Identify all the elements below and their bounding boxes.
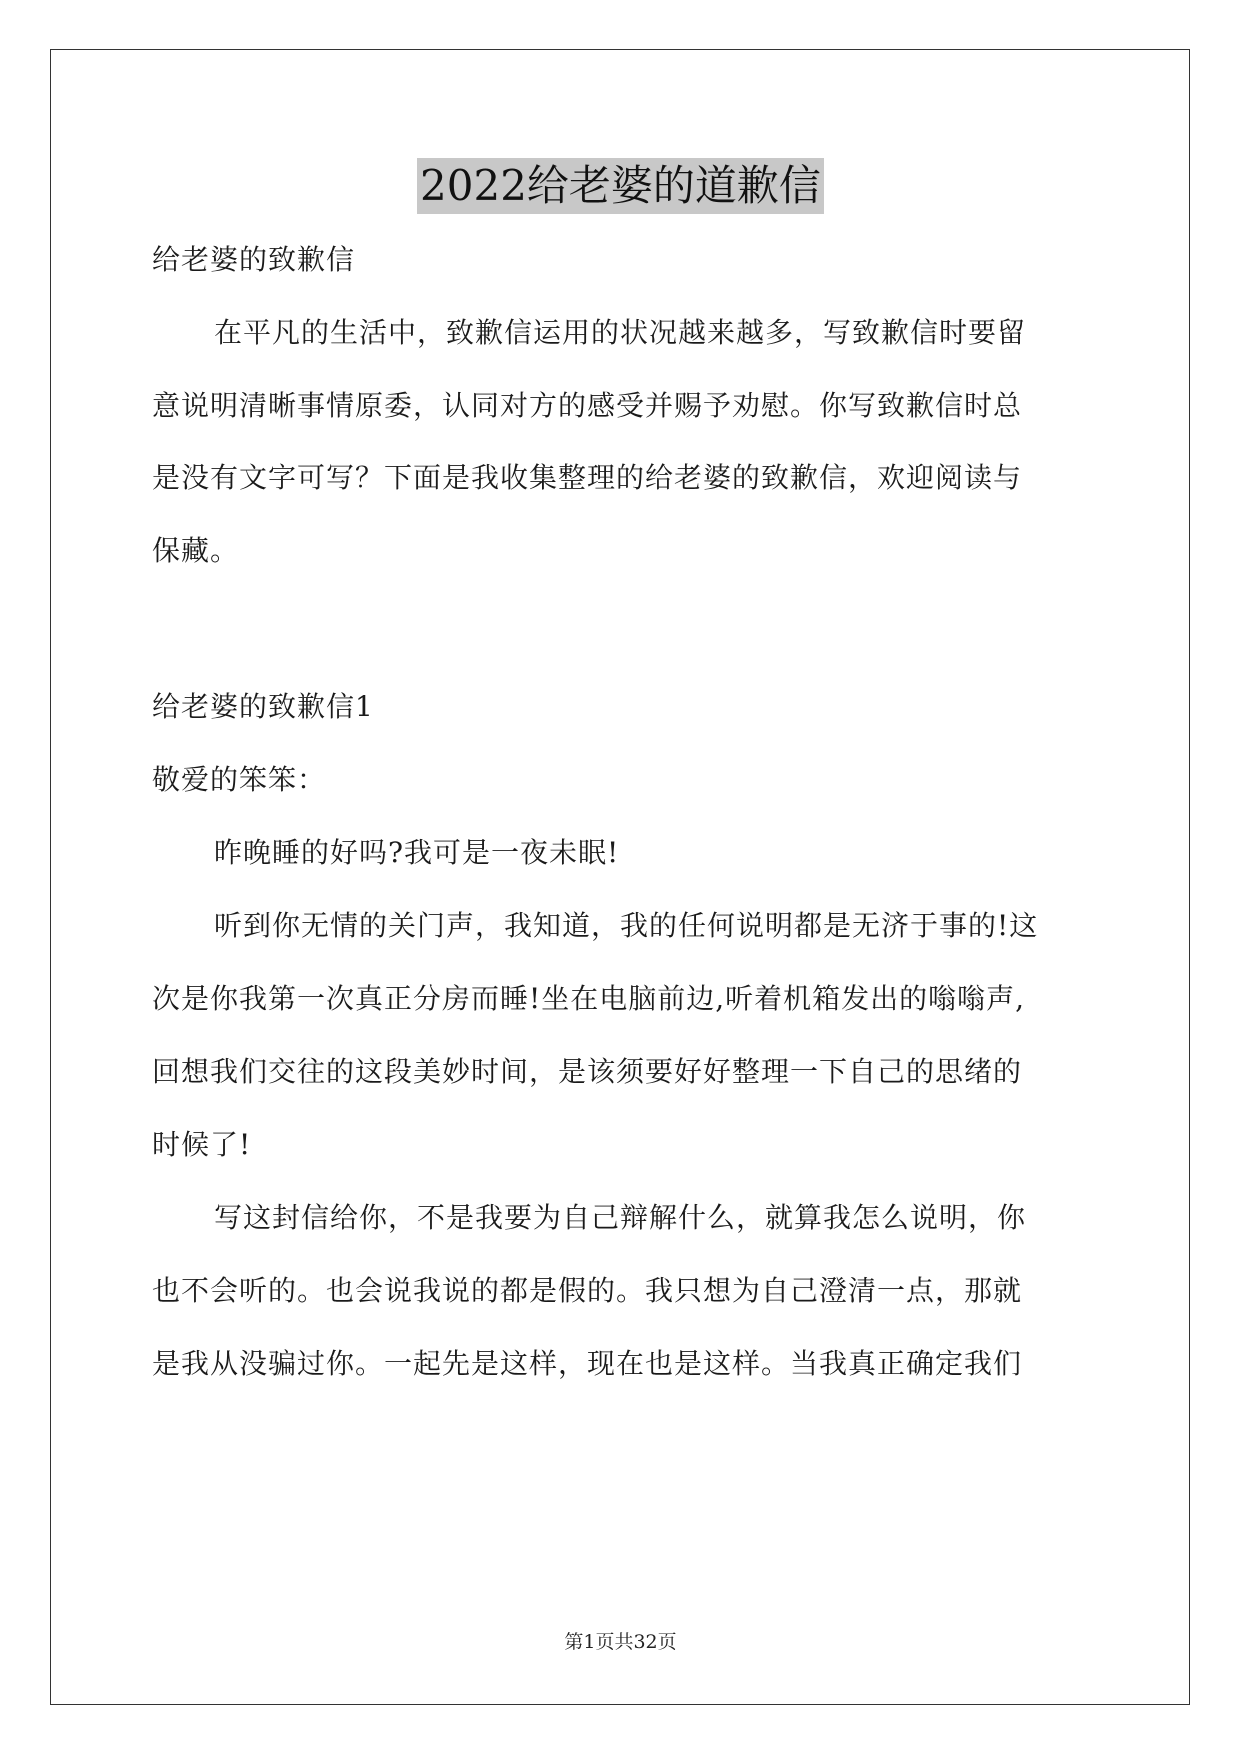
body-line: 回想我们交往的这段美妙时间，是该须要好好整理一下自己的思绪的 bbox=[152, 1055, 1023, 1088]
salutation: 敬爱的笨笨： bbox=[152, 763, 327, 796]
section-heading: 给老婆的致歉信 bbox=[152, 243, 356, 276]
page-number: 第1页 bbox=[564, 1631, 615, 1653]
body-line: 是我从没骗过你。一起先是这样，现在也是这样。当我真正确定我们 bbox=[152, 1347, 1023, 1380]
section-heading: 给老婆的致歉信1 bbox=[152, 690, 374, 723]
body-line: 保藏。 bbox=[152, 534, 240, 567]
page-total: 共32页 bbox=[614, 1631, 677, 1653]
body-line: 听到你无情的关门声，我知道，我的任何说明都是无济于事的!这 bbox=[214, 909, 1039, 942]
page-border bbox=[50, 49, 1190, 1705]
page-footer bbox=[0, 1630, 1241, 1654]
body-line: 昨晚睡的好吗?我可是一夜未眠! bbox=[214, 836, 620, 869]
document-title: 2022给老婆的道歉信 bbox=[417, 158, 824, 214]
body-line: 也不会听的。也会说我说的都是假的。我只想为自己澄清一点，那就 bbox=[152, 1274, 1023, 1307]
body-line: 意说明清晰事情原委，认同对方的感受并赐予劝慰。你写致歉信时总 bbox=[152, 389, 1023, 422]
body-line: 次是你我第一次真正分房而睡!坐在电脑前边,听着机箱发出的嗡嗡声, bbox=[152, 982, 1026, 1015]
body-line: 时候了! bbox=[152, 1128, 252, 1161]
body-line: 写这封信给你，不是我要为自己辩解什么，就算我怎么说明，你 bbox=[214, 1201, 1027, 1234]
body-line: 是没有文字可写？下面是我收集整理的给老婆的致歉信，欢迎阅读与 bbox=[152, 461, 1023, 494]
title-container bbox=[0, 158, 1241, 214]
body-line: 在平凡的生活中，致歉信运用的状况越来越多，写致歉信时要留 bbox=[214, 316, 1027, 349]
